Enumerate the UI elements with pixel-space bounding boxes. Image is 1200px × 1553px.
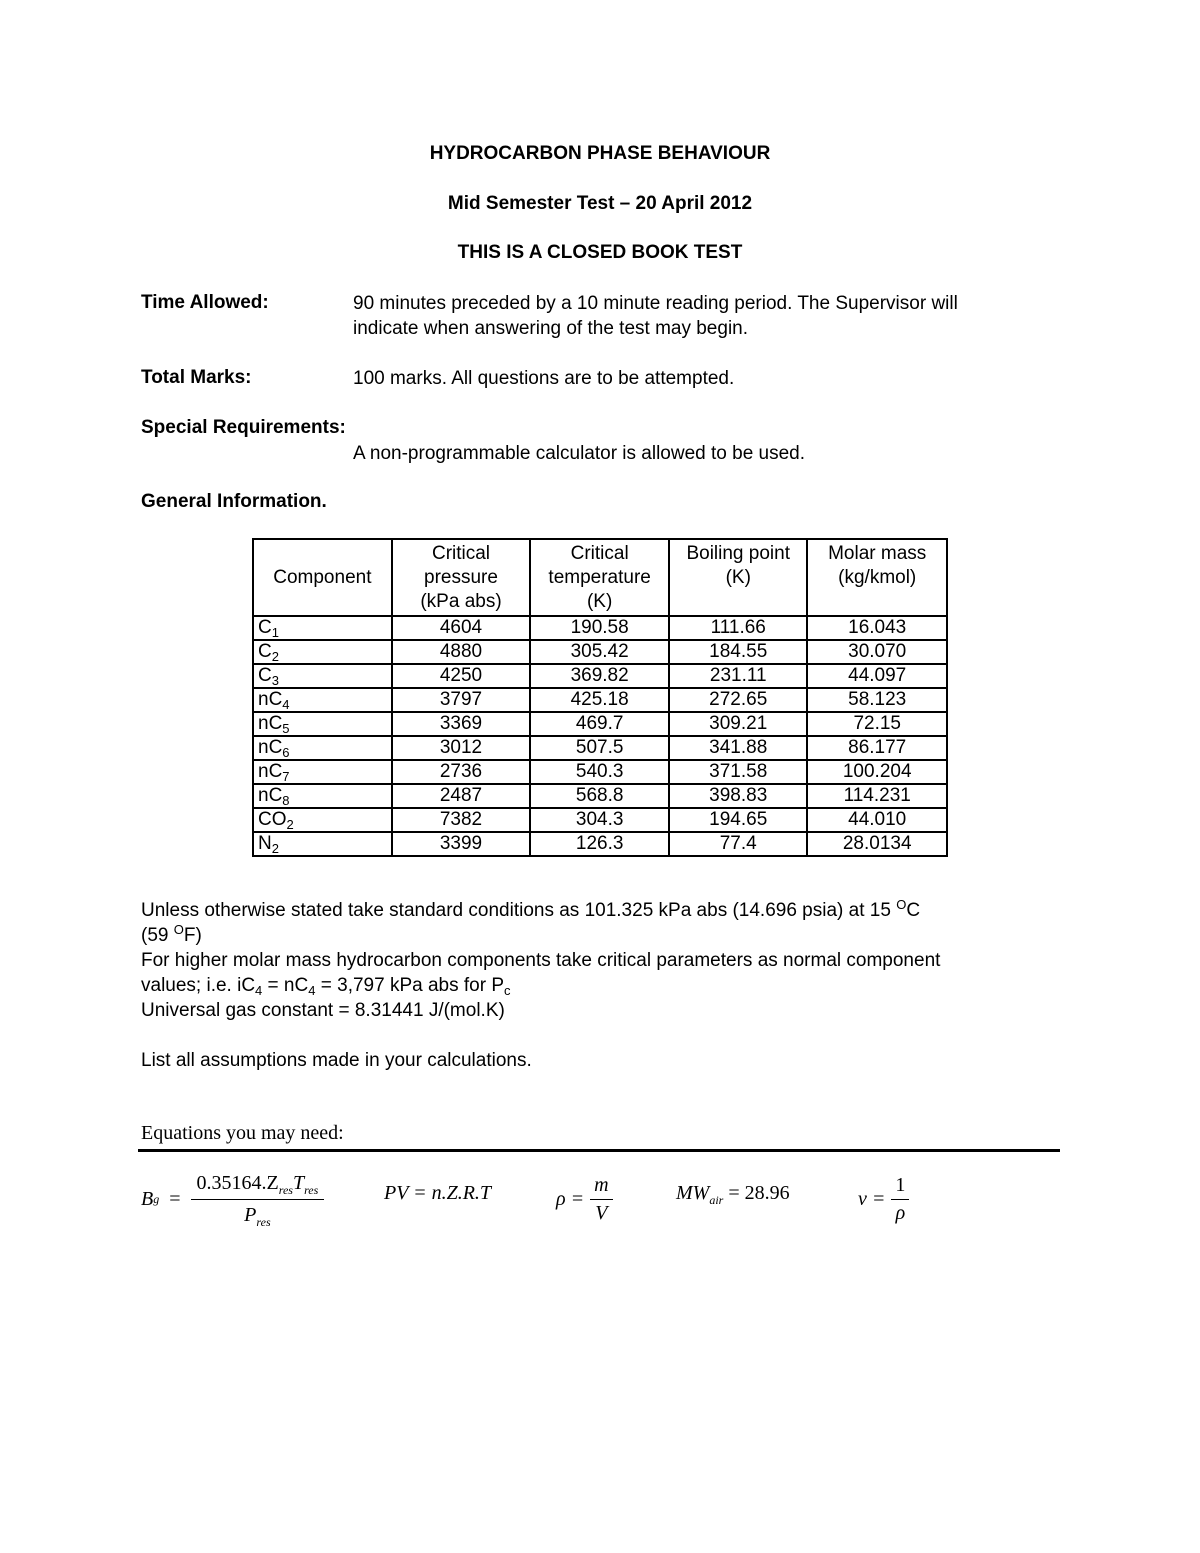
critical-pressure-cell: 2487 — [392, 784, 531, 808]
header-line: (K) — [725, 567, 751, 588]
component-prefix: C — [258, 617, 272, 638]
density-numerator: m — [590, 1174, 612, 1200]
boiling-point-cell: 341.88 — [669, 736, 807, 760]
component-prefix: C — [258, 665, 272, 686]
boiling-point-cell: 272.65 — [669, 688, 807, 712]
critical-temperature-cell: 540.3 — [530, 760, 669, 784]
header-critical-pressure — [392, 539, 531, 616]
boiling-point-cell: 309.21 — [669, 712, 807, 736]
bg-num-sub1: res — [278, 1182, 293, 1197]
component-prefix: nC — [258, 785, 283, 806]
critical-pressure-cell: 2736 — [392, 760, 531, 784]
component-subscript: 5 — [282, 721, 290, 736]
higher-text-c: = 3,797 kPa abs for P — [315, 975, 505, 996]
critical-temperature-cell: 568.8 — [530, 784, 669, 808]
header-line: temperature — [548, 566, 651, 588]
air-molar-mass-equation — [676, 1182, 790, 1205]
component-prefix: nC — [258, 737, 283, 758]
header-molar-mass — [807, 539, 947, 616]
page-subtitle: Mid Semester Test – 20 April 2012 — [447, 193, 753, 214]
standard-text-b: C — [906, 900, 921, 921]
higher-line1: For higher molar mass hydrocarbon components take critical parameters as normal component — [141, 950, 941, 971]
bg-num-sub2: res — [304, 1182, 319, 1197]
molar-mass-cell: 44.010 — [807, 808, 947, 832]
higher-text-b: = nC — [262, 975, 309, 996]
mw-lhs: MW — [676, 1182, 710, 1204]
component-prefix: N — [258, 833, 272, 854]
time-allowed-line1: 90 minutes preceded by a 10 minute reading period. The Supervisor will — [353, 293, 958, 314]
table-row — [253, 760, 947, 784]
degree-symbol: O — [173, 922, 184, 937]
standard-conditions-note — [141, 898, 1061, 948]
component-subscript: 2 — [286, 817, 294, 832]
component-prefix: nC — [258, 689, 283, 710]
header-line: (K) — [586, 590, 613, 612]
component-cell — [253, 808, 392, 832]
standard-text-c: (59 — [141, 925, 174, 946]
component-cell — [253, 760, 392, 784]
header-component — [253, 539, 392, 616]
component-subscript: 3 — [271, 673, 279, 688]
table-row — [253, 832, 947, 856]
header-line: Boiling point — [686, 543, 790, 564]
table-row — [253, 784, 947, 808]
bg-den: P — [244, 1203, 257, 1226]
molar-mass-cell: 72.15 — [807, 712, 947, 736]
time-allowed-line2: indicate when answering of the test may begin. — [353, 318, 749, 339]
boiling-point-cell: 194.65 — [669, 808, 807, 832]
component-subscript: 2 — [271, 841, 279, 856]
critical-pressure-cell: 3797 — [392, 688, 531, 712]
ideal-gas-equation: PV = n.Z.R.T — [384, 1182, 492, 1204]
molar-mass-cell: 28.0134 — [807, 832, 947, 856]
component-cell — [253, 736, 392, 760]
special-requirements-label: Special Requirements: — [141, 417, 346, 438]
standard-text-d: F) — [183, 925, 202, 946]
header-line: Critical — [570, 542, 629, 564]
mw-subscript: air — [709, 1193, 724, 1207]
component-properties-table — [252, 538, 948, 857]
time-allowed-label: Time Allowed: — [141, 292, 269, 313]
degree-symbol: O — [896, 897, 907, 912]
specific-volume-equation — [858, 1166, 909, 1232]
higher-molar-mass-note — [141, 948, 1081, 998]
subscript: c — [504, 983, 511, 998]
component-prefix: CO — [258, 809, 287, 830]
bg-num-b: T — [292, 1171, 305, 1194]
critical-temperature-cell: 126.3 — [530, 832, 669, 856]
critical-pressure-cell: 7382 — [392, 808, 531, 832]
header-critical-temperature — [530, 539, 669, 616]
sv-fraction — [891, 1174, 909, 1225]
component-cell — [253, 832, 392, 856]
equations-caption: Equations you may need: — [141, 1122, 344, 1144]
critical-temperature-cell: 369.82 — [530, 664, 669, 688]
molar-mass-cell: 86.177 — [807, 736, 947, 760]
component-cell — [253, 784, 392, 808]
density-fraction — [590, 1174, 612, 1225]
header-line: Critical — [431, 542, 491, 564]
bg-numerator — [191, 1172, 325, 1200]
gas-constant-note: Universal gas constant = 8.31441 J/(mol.K) — [141, 1000, 505, 1021]
table-row — [253, 712, 947, 736]
total-marks-label: Total Marks: — [141, 367, 252, 388]
molar-mass-cell: 114.231 — [807, 784, 947, 808]
critical-pressure-cell: 3399 — [392, 832, 531, 856]
critical-temperature-cell: 507.5 — [530, 736, 669, 760]
component-cell — [253, 712, 392, 736]
table-row — [253, 664, 947, 688]
boiling-point-cell: 231.11 — [669, 664, 807, 688]
sv-lhs: v = — [858, 1187, 886, 1210]
gas-fvf-equation: B g = $\frac{0.35164.Z_{res}T_{res}}{P_{res}}$ — [141, 1166, 324, 1232]
component-cell — [253, 664, 392, 688]
component-subscript: 4 — [282, 697, 290, 712]
boiling-point-cell: 184.55 — [669, 640, 807, 664]
bg-den-sub: res — [256, 1214, 271, 1229]
subscript: 4 — [308, 983, 316, 998]
sv-denominator: ρ — [895, 1201, 906, 1224]
header-line: (kPa abs) — [420, 590, 502, 612]
critical-pressure-cell: 4250 — [392, 664, 531, 688]
table-row — [253, 640, 947, 664]
boiling-point-cell: 371.58 — [669, 760, 807, 784]
density-equation — [556, 1166, 613, 1232]
molar-mass-cell: 16.043 — [807, 616, 947, 640]
mw-rhs: = 28.96 — [723, 1182, 790, 1204]
header-line: Molar mass — [828, 543, 927, 564]
critical-temperature-cell: 469.7 — [530, 712, 669, 736]
standard-text-a: Unless otherwise stated take standard conditions as 101.325 kPa abs (14.696 psia) at 15 — [141, 900, 897, 921]
header-line: (kg/kmol) — [838, 567, 917, 588]
sv-numerator: 1 — [891, 1174, 909, 1200]
header-boiling-point — [669, 539, 807, 616]
higher-text-a: values; i.e. iC — [141, 975, 256, 996]
component-prefix: C — [258, 641, 272, 662]
boiling-point-cell: 398.83 — [669, 784, 807, 808]
component-subscript: 8 — [282, 793, 290, 808]
equations-divider — [138, 1149, 1060, 1152]
closed-book-notice: THIS IS A CLOSED BOOK TEST — [457, 242, 743, 263]
molar-mass-cell: 58.123 — [807, 688, 947, 712]
component-subscript: 1 — [271, 625, 279, 640]
boiling-point-cell: 111.66 — [669, 616, 807, 640]
critical-pressure-cell: 4880 — [392, 640, 531, 664]
table-row — [253, 616, 947, 640]
critical-temperature-cell: 425.18 — [530, 688, 669, 712]
molar-mass-cell: 30.070 — [807, 640, 947, 664]
critical-temperature-cell: 190.58 — [530, 616, 669, 640]
header-line: pressure — [424, 566, 498, 588]
special-requirements-value: A non-programmable calculator is allowed to be used. — [353, 443, 806, 464]
component-subscript: 6 — [282, 745, 290, 760]
bg-lhs: B — [141, 1187, 154, 1210]
subscript: 4 — [255, 983, 263, 998]
component-subscript: 2 — [271, 649, 279, 664]
bg-fraction — [191, 1172, 325, 1227]
critical-pressure-cell: 3012 — [392, 736, 531, 760]
critical-temperature-cell: 305.42 — [530, 640, 669, 664]
critical-pressure-cell: 3369 — [392, 712, 531, 736]
component-cell — [253, 688, 392, 712]
table-row — [253, 688, 947, 712]
general-information-label: General Information. — [141, 491, 327, 512]
table-row — [253, 808, 947, 832]
density-lhs: ρ = — [556, 1187, 585, 1210]
component-cell — [253, 616, 392, 640]
table-row — [253, 736, 947, 760]
critical-temperature-cell: 304.3 — [530, 808, 669, 832]
assumptions-note: List all assumptions made in your calculations. — [141, 1050, 532, 1071]
table-header-row — [253, 539, 947, 616]
component-subscript: 7 — [282, 769, 290, 784]
critical-pressure-cell: 4604 — [392, 616, 531, 640]
density-denominator: V — [595, 1201, 608, 1224]
component-cell — [253, 640, 392, 664]
boiling-point-cell: 77.4 — [669, 832, 807, 856]
page-title: HYDROCARBON PHASE BEHAVIOUR — [429, 143, 771, 164]
molar-mass-cell: 100.204 — [807, 760, 947, 784]
component-prefix: nC — [258, 761, 283, 782]
bg-num-a: 0.35164.Z — [196, 1171, 279, 1194]
molar-mass-cell: 44.097 — [807, 664, 947, 688]
total-marks-value: 100 marks. All questions are to be attempted. — [353, 368, 735, 389]
header-component-text: Component — [273, 566, 372, 588]
bg-denominator — [191, 1200, 325, 1227]
component-prefix: nC — [258, 713, 283, 734]
